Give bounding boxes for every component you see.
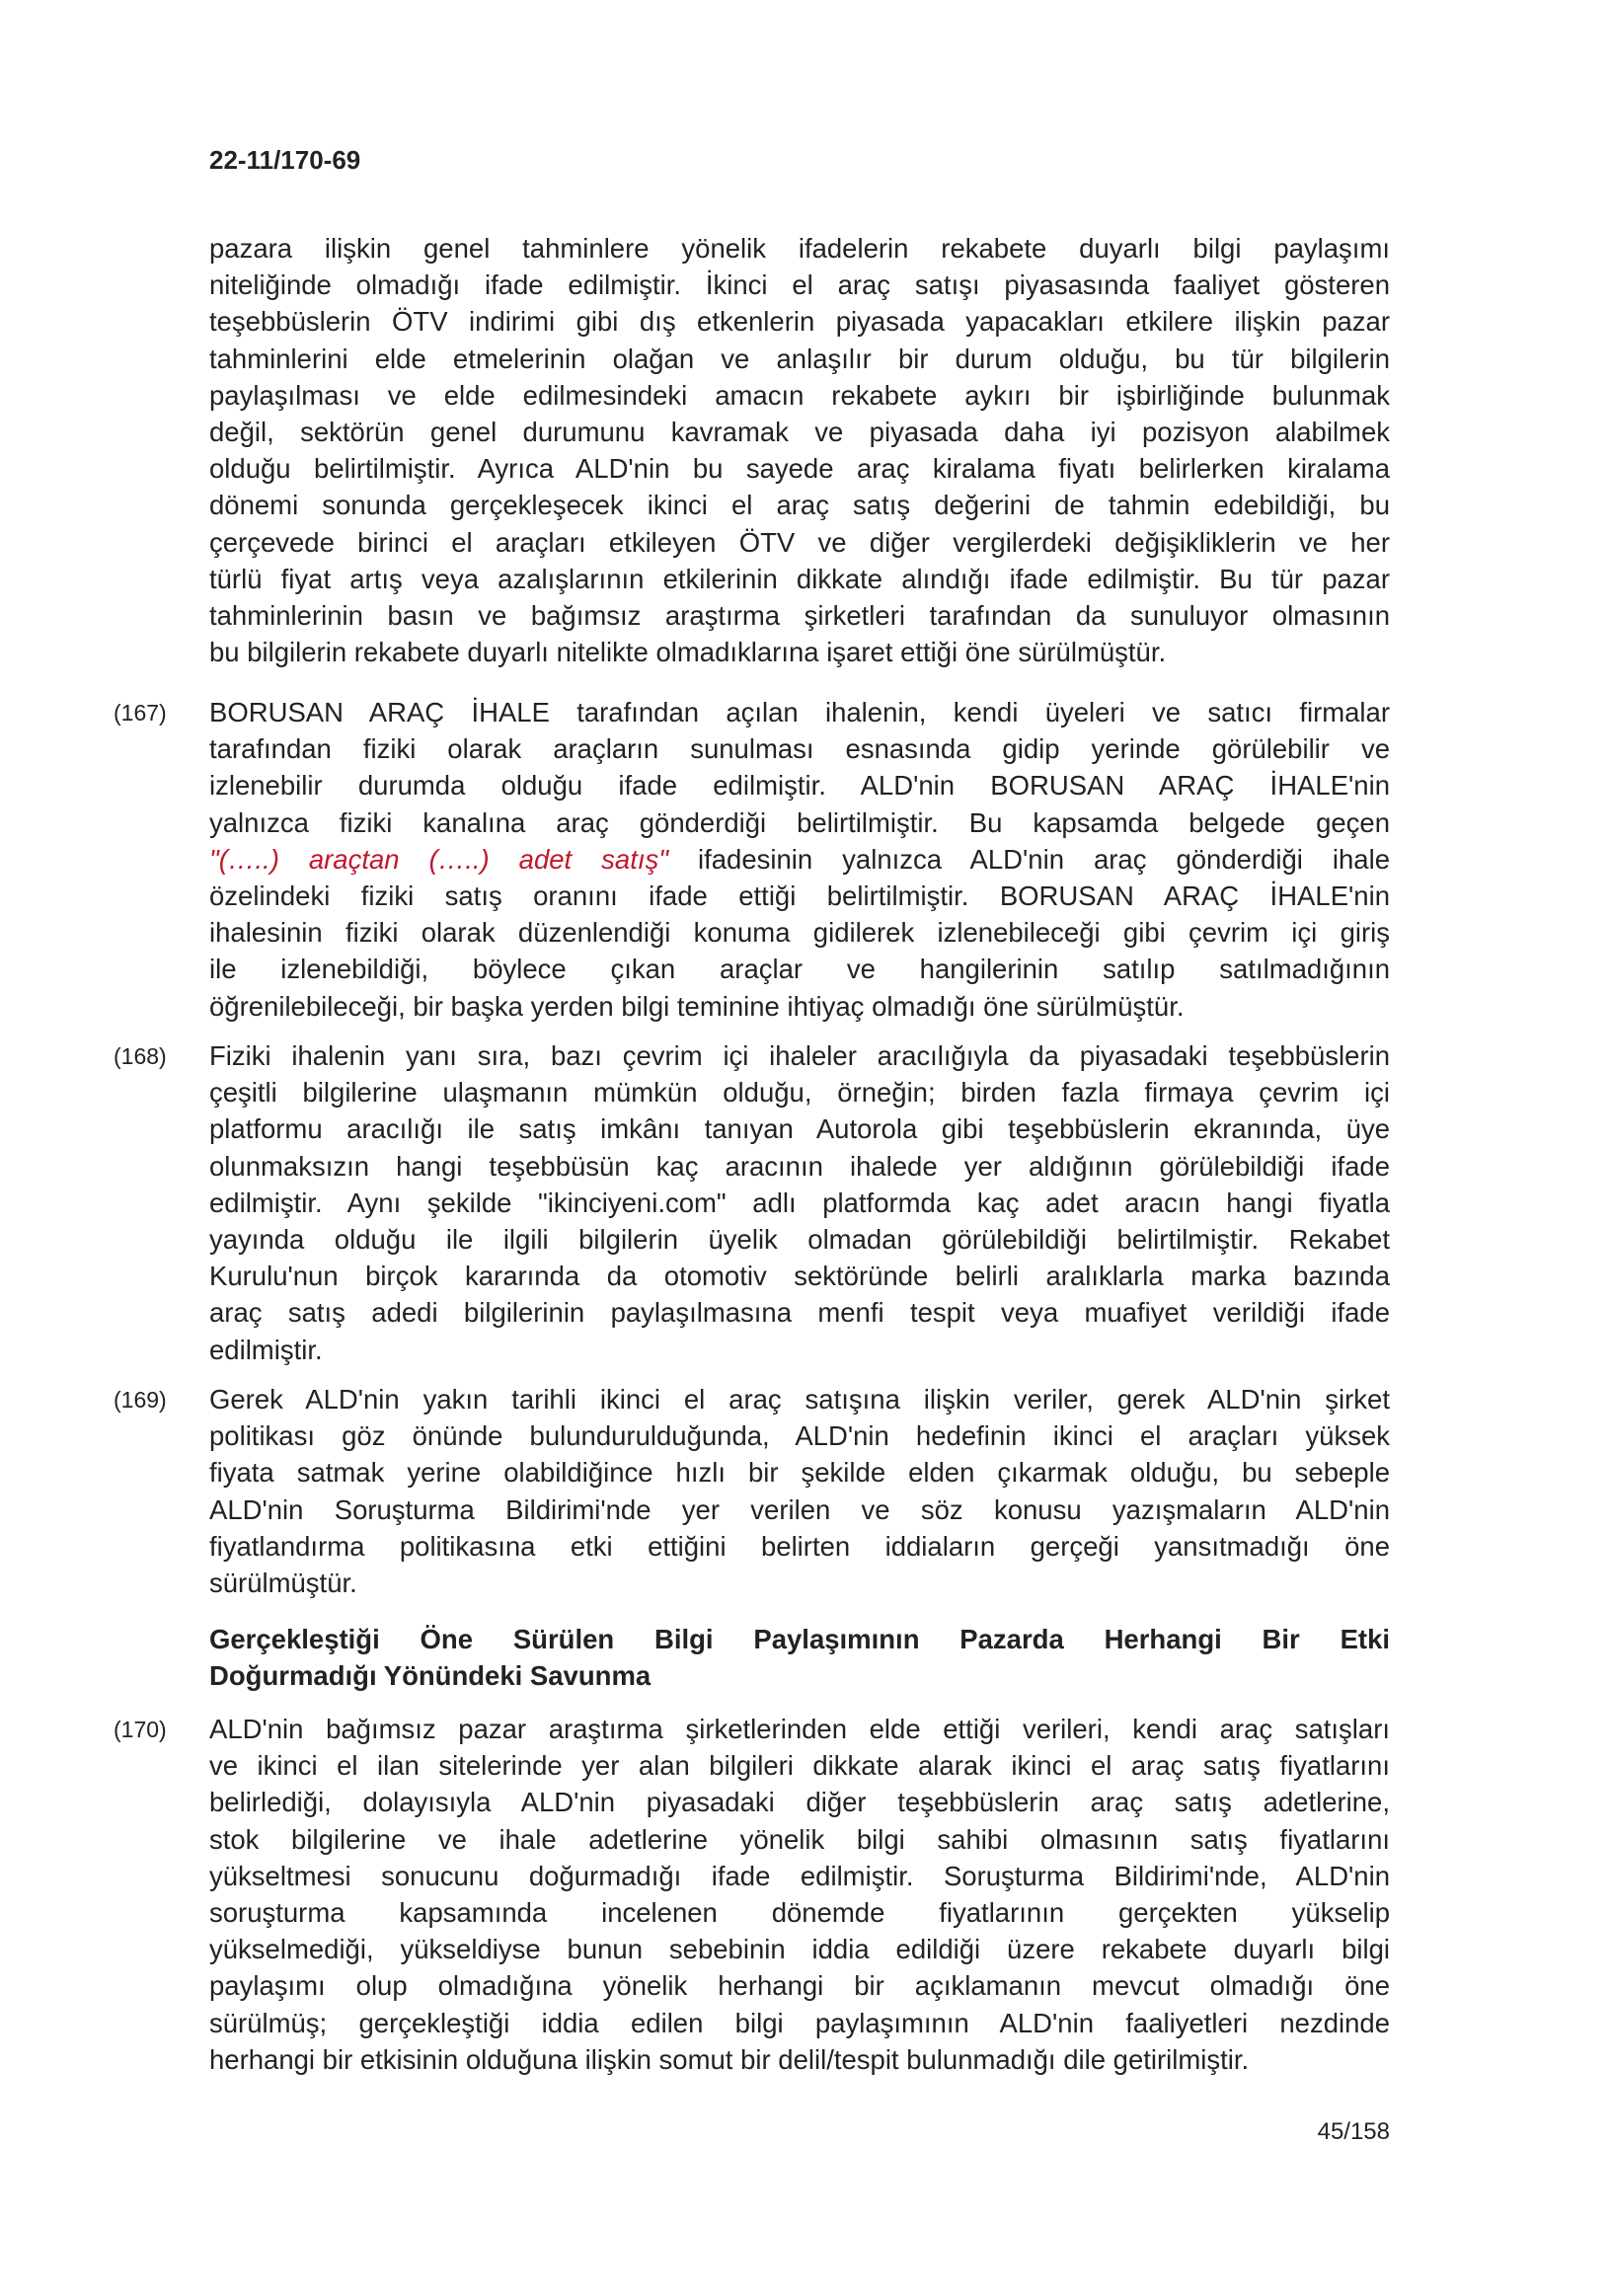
text-line: çeşitli bilgilerine ulaşmanın mümkün olduğu, örneğin; birden fazla firmaya çevrim içi: [209, 1077, 1390, 1109]
text-line: fiyata satmak yerine olabildiğince hızlı bir şekilde elden çıkarmak olduğu, bu sebeple: [209, 1457, 1390, 1489]
text-line: ALD'nin Soruşturma Bildirimi'nde yer verilen ve söz konusu yazışmaların ALD'nin: [209, 1493, 1390, 1525]
text-line: bu bilgilerin rekabete duyarlı nitelikte olmadıklarına işaret ettiği öne sürülmüştür.: [209, 637, 1167, 668]
text-line: soruşturma kapsamında incelenen dönemde fiyatlarının gerçekten yükselip: [209, 1896, 1390, 1928]
text-line: yükseltmesi sonucunu doğurmadığı ifade edilmiştir. Soruşturma Bildirimi'nde, ALD'nin: [209, 1860, 1390, 1891]
text-line: sürülmüş; gerçekleştiği iddia edilen bilgi paylaşımının ALD'nin faaliyetleri nezdinde: [209, 2007, 1390, 2038]
text-line: ihalesinin fiziki olarak düzenlendiği konuma gidilerek izlenebileceği gibi çevrim içi giriş: [209, 917, 1390, 949]
text-line: platformu aracılığı ile satış imkânı tanıyan Autorola gibi teşebbüslerin ekranında, üye: [209, 1113, 1390, 1145]
text-line-with-quote: [209, 841, 1390, 878]
heading-line: Gerçekleştiği Öne Sürülen Bilgi Paylaşımının Pazarda Herhangi Bir Etki: [209, 1624, 1390, 1654]
paragraph-number: (167): [114, 700, 167, 726]
text-line: paylaşılması ve elde edilmesindeki amacın rekabete aykırı bir işbirliğinde bulunmak: [209, 379, 1390, 411]
text-line: araç satış adedi bilgilerinin paylaşılmasına menfi tespit veya muafiyet verildiği ifade: [209, 1297, 1390, 1329]
text-line: stok bilgilerine ve ihale adetlerine yönelik bilgi sahibi olmasının satış fiyatlarını: [209, 1823, 1390, 1855]
text-line: pazara ilişkin genel tahminlere yönelik ifadelerin rekabete duyarlı bilgi paylaşımı: [209, 233, 1390, 264]
text-line: belirlediği, dolayısıyla ALD'nin piyasadaki diğer teşebbüslerin araç satış adetlerine,: [209, 1787, 1390, 1818]
text-line: çerçevede birinci el araçları etkileyen ÖTV ve diğer vergilerdeki değişikliklerin ve her: [209, 526, 1390, 558]
redacted-quote: "(…..) araçtan (…..) adet satış": [209, 843, 669, 875]
text-line: paylaşımı olup olmadığına yönelik herhangi bir açıklamanın mevcut olmadığı öne: [209, 1970, 1390, 2002]
text-line: değil, sektörün genel durumunu kavramak ve piyasada daha iyi pozisyon alabilmek: [209, 416, 1390, 447]
text-line: özelindeki fiziki satış oranını ifade ettiği belirtilmiştir. BORUSAN ARAÇ İHALE'nin: [209, 880, 1390, 911]
text-line: Gerek ALD'nin yakın tarihli ikinci el araç satışına ilişkin veriler, gerek ALD'nin şirket: [209, 1384, 1390, 1415]
text-line: edilmiştir. Aynı şekilde "ikinciyeni.com" adlı platformda kaç adet aracın hangi fiyatla: [209, 1186, 1390, 1218]
text-line: tahminlerini elde etmelerinin olağan ve anlaşılır bir durum olduğu, bu tür bilgilerin: [209, 343, 1390, 374]
text-line: yayında olduğu ile ilgili bilgilerin üyelik olmadan görülebildiği belirtilmiştir. Rekabet: [209, 1223, 1390, 1255]
heading-line: Doğurmadığı Yönündeki Savunma: [209, 1660, 652, 1692]
paragraph-number: (169): [114, 1387, 167, 1413]
text-line: Kurulu'nun birçok kararında da otomotiv sektöründe belirli aralıklarla marka bazında: [209, 1261, 1390, 1292]
document-id: 22-11/170-69: [209, 145, 361, 175]
text-line: fiyatlandırma politikasına etki ettiğini belirten iddiaların gerçeği yansıtmadığı öne: [209, 1530, 1390, 1562]
page-number: 45/158: [1317, 2118, 1390, 2145]
text-line: dönemi sonunda gerçekleşecek ikinci el araç satış değerini de tahmin edebildiği, bu: [209, 490, 1390, 521]
text-line: izlenebilir durumda olduğu ifade edilmiştir. ALD'nin BORUSAN ARAÇ İHALE'nin: [209, 770, 1390, 802]
text-line: yalnızca fiziki kanalına araç gönderdiği belirtilmiştir. Bu kapsamda belgede geçen: [209, 806, 1390, 838]
text-line: niteliğinde olmadığı ifade edilmiştir. İkinci el araç satışı piyasasında faaliyet gösteren: [209, 269, 1390, 301]
text-line: tarafından fiziki olarak araçların sunulması esnasında gidip yerinde görülebilir ve: [209, 733, 1390, 765]
text-line: ALD'nin bağımsız pazar araştırma şirketlerinden elde ettiği verileri, kendi araç satışları: [209, 1714, 1390, 1744]
text-line: türlü fiyat artış veya azalışlarının etkilerinin dikkate alındığı ifade edilmiştir. Bu tür pazar: [209, 563, 1390, 594]
quote-continuation: ifadesinin yalnızca ALD'nin araç gönderdiği ihale: [668, 843, 1390, 875]
text-line: öğrenilebileceği, bir başka yerden bilgi teminine ihtiyaç olmadığı öne sürülmüştür.: [209, 990, 1185, 1022]
paragraph-number: (168): [114, 1043, 167, 1069]
text-line: Fiziki ihalenin yanı sıra, bazı çevrim içi ihaleler aracılığıyla da piyasadaki teşebbüslerin: [209, 1040, 1390, 1071]
section-heading: [209, 1621, 1390, 1694]
text-line: edilmiştir.: [209, 1334, 323, 1365]
paragraph-number: (170): [114, 1717, 167, 1742]
paragraph-167: [209, 694, 1390, 1025]
paragraph-169: [209, 1381, 1390, 1601]
text-line: BORUSAN ARAÇ İHALE tarafından açılan ihalenin, kendi üyeleri ve satıcı firmalar: [209, 697, 1390, 727]
text-line: teşebbüslerin ÖTV indirimi gibi dış etkenlerin piyasada yapacakları etkilere ilişkin pazar: [209, 306, 1390, 338]
text-line: herhangi bir etkisinin olduğuna ilişkin somut bir delil/tespit bulunmadığı dile getirilmiştir.: [209, 2043, 1250, 2075]
text-line: politikası göz önünde bulundurulduğunda, ALD'nin hedefinin ikinci el araçları yüksek: [209, 1420, 1390, 1452]
text-line: ve ikinci el ilan sitelerinde yer alan bilgileri dikkate alarak ikinci el araç satış fiyatlarını: [209, 1750, 1390, 1782]
paragraph-166-continued: [209, 230, 1390, 670]
text-line: yükselmediği, yükseldiyse bunun sebebinin iddia edildiği üzere rekabete duyarlı bilgi: [209, 1934, 1390, 1965]
text-line: sürülmüştür.: [209, 1567, 357, 1598]
text-line: ile izlenebildiği, böylece çıkan araçlar ve hangilerinin satılıp satılmadığının: [209, 954, 1390, 985]
paragraph-168: [209, 1037, 1390, 1368]
text-line: olunmaksızın hangi teşebbüsün kaç aracının ihalede yer aldığının görülebildiği ifade: [209, 1150, 1390, 1182]
text-line: tahminlerinin basın ve bağımsız araştırma şirketleri tarafından da sunuluyor olmasının: [209, 599, 1390, 631]
text-line: olduğu belirtilmiştir. Ayrıca ALD'nin bu sayede araç kiralama fiyatı belirlerken kiralama: [209, 453, 1390, 485]
paragraph-170: [209, 1711, 1390, 2078]
